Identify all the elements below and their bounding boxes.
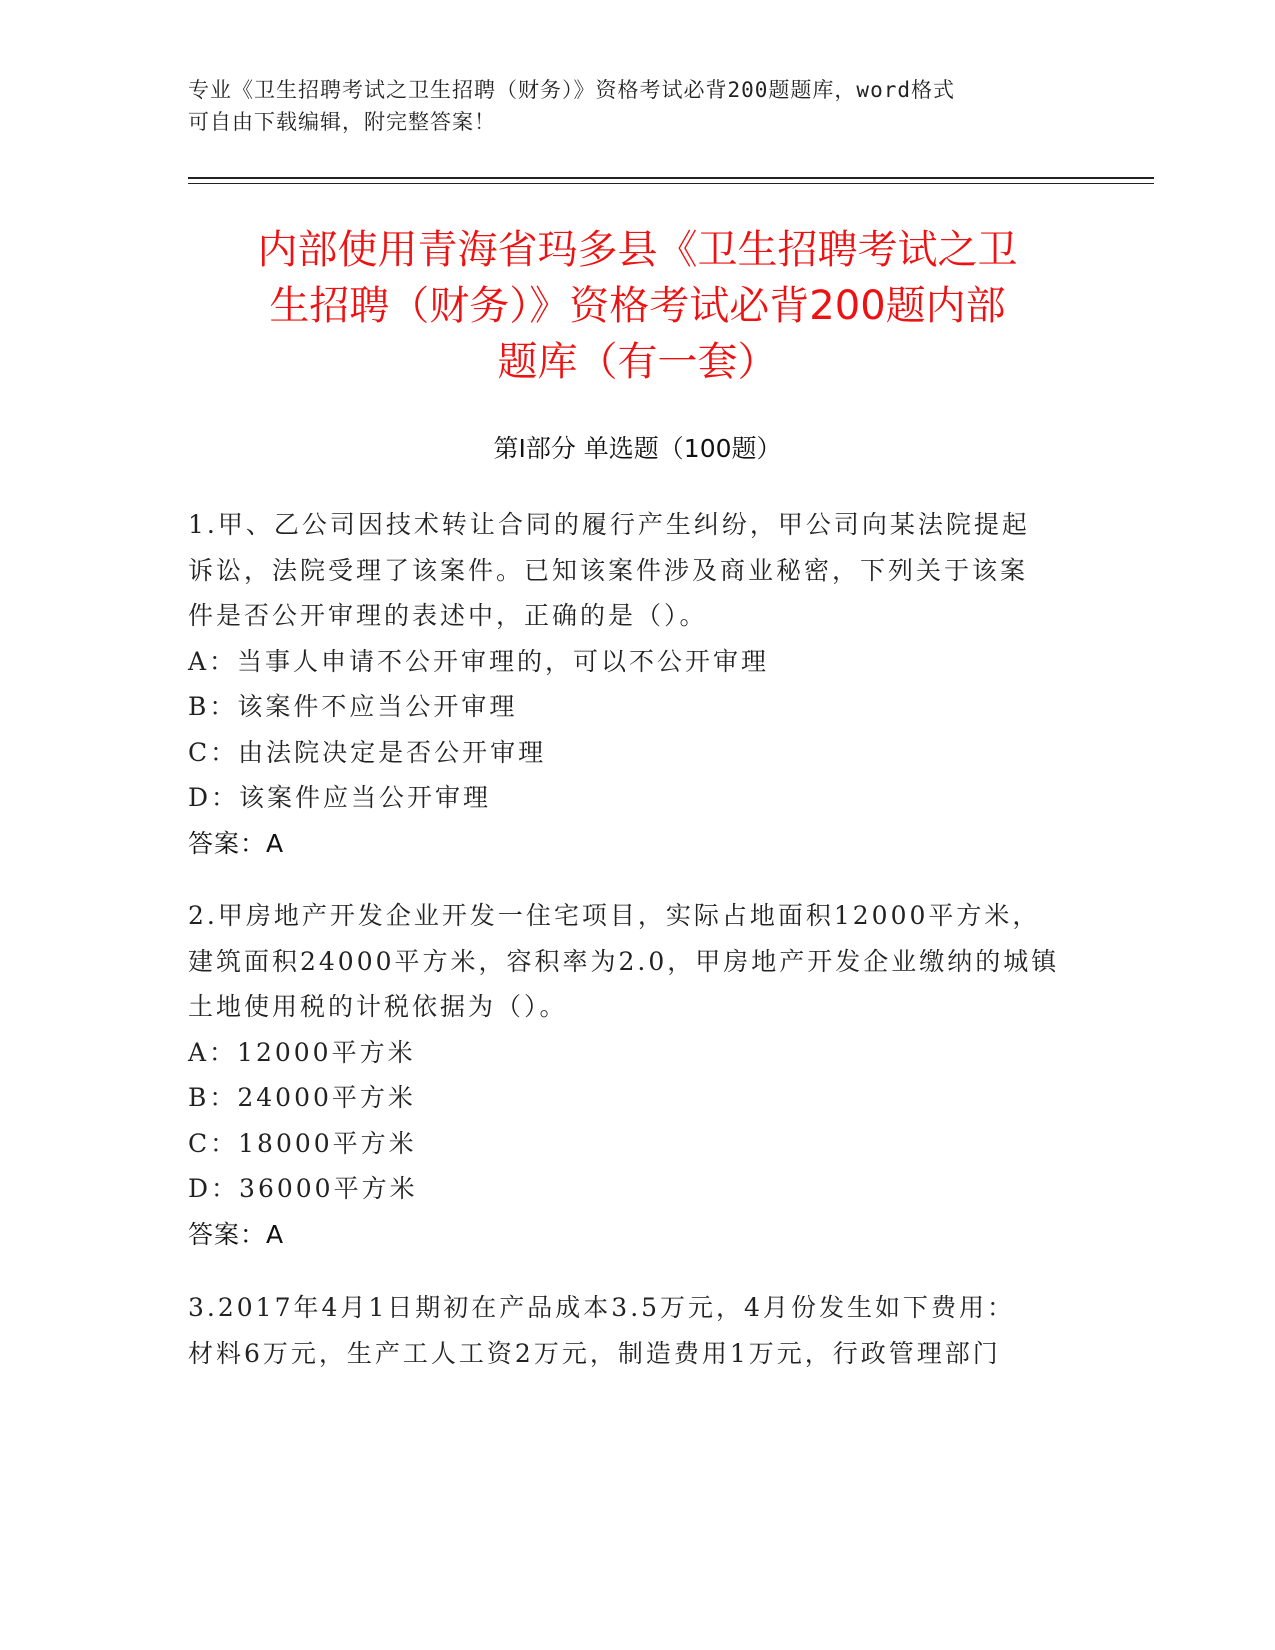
title-line: 生招聘（财务）》资格考试必背200题内部	[269, 283, 1006, 329]
option-d: D：36000平方米	[188, 1174, 418, 1203]
title-line: 题库（有一套）	[497, 339, 778, 385]
header-divider-thin	[188, 183, 1154, 184]
header-line: 可自由下载编辑，附完整答案！	[188, 110, 496, 134]
page-title	[180, 222, 1095, 390]
section-title: 第Ⅰ部分 单选题（100题）	[493, 434, 782, 463]
question-stem-line: 建筑面积24000平方米，容积率为2.0，甲房地产开发企业缴纳的城镇	[188, 946, 1060, 976]
question-stem-line: 2.甲房地产开发企业开发一住宅项目，实际占地面积12000平方米，	[188, 901, 1041, 930]
question-stem-line: 1.甲、乙公司因技术转让合同的履行产生纠纷，甲公司向某法院提起	[188, 510, 1030, 539]
option-d: D：该案件应当公开审理	[188, 783, 492, 812]
question-3	[188, 1285, 1088, 1376]
option-a: A：当事人申请不公开审理的，可以不公开审理	[188, 646, 770, 676]
question-2	[188, 893, 1088, 1257]
question-stem-line: 材料6万元，生产工人工资2万元，制造费用1万元，行政管理部门	[188, 1338, 1001, 1368]
question-1	[188, 502, 1088, 866]
question-stem-line: 诉讼，法院受理了该案件。已知该案件涉及商业秘密，下列关于该案	[188, 555, 1029, 585]
option-a: A：12000平方米	[188, 1037, 416, 1067]
question-stem-line: 件是否公开审理的表述中，正确的是（）。	[188, 601, 708, 630]
option-c: C：由法院决定是否公开审理	[188, 737, 547, 767]
answer: 答案：A	[188, 828, 285, 858]
header-divider-thick	[188, 177, 1154, 179]
question-stem-line: 3.2017年4月1日期初在产品成本3.5万元，4月份发生如下费用：	[188, 1293, 1015, 1322]
document-header	[188, 74, 1088, 138]
option-b: B：24000平方米	[188, 1083, 416, 1112]
option-b: B：该案件不应当公开审理	[188, 692, 518, 721]
title-line: 内部使用青海省玛多县《卫生招聘考试之卫	[257, 227, 1018, 273]
answer: 答案：A	[188, 1219, 285, 1249]
header-line: 专业《卫生招聘考试之卫生招聘（财务）》资格考试必背200题题库，word格式	[188, 78, 955, 102]
option-c: C：18000平方米	[188, 1128, 417, 1158]
question-stem-line: 土地使用税的计税依据为（）。	[188, 992, 568, 1021]
